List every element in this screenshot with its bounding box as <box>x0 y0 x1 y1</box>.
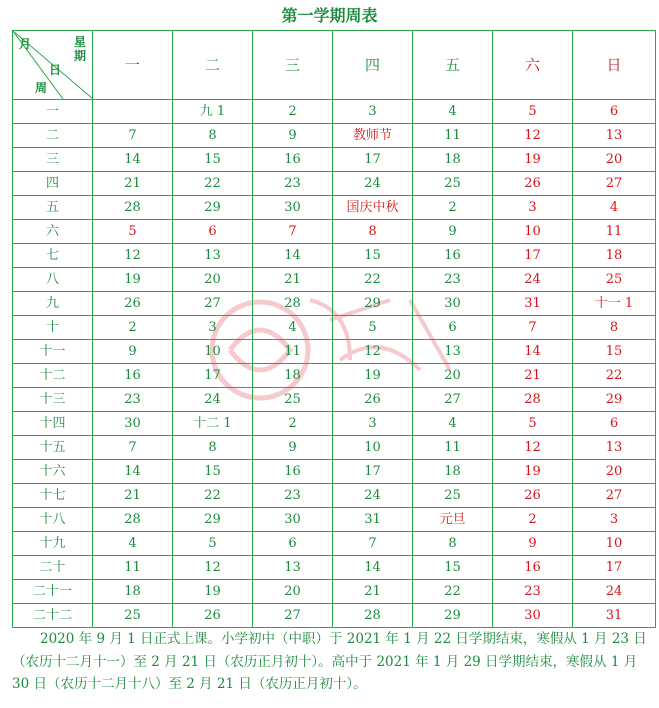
day-cell: 12 <box>93 244 173 268</box>
table-row <box>13 292 656 316</box>
weekday-header: 五 <box>413 31 493 100</box>
day-cell: 20 <box>413 364 493 388</box>
day-cell: 10 <box>173 340 253 364</box>
day-cell: 31 <box>493 292 573 316</box>
week-number-cell: 四 <box>13 172 93 196</box>
day-cell: 28 <box>253 292 333 316</box>
day-cell: 18 <box>413 148 493 172</box>
day-cell: 12 <box>493 436 573 460</box>
day-cell: 17 <box>173 364 253 388</box>
day-cell: 23 <box>493 580 573 604</box>
day-cell: 31 <box>573 604 656 628</box>
day-cell: 7 <box>333 532 413 556</box>
day-cell: 16 <box>93 364 173 388</box>
day-cell: 九 1 <box>173 100 253 124</box>
week-number-cell: 二 <box>13 124 93 148</box>
day-cell: 26 <box>93 292 173 316</box>
day-cell: 17 <box>333 460 413 484</box>
day-cell: 18 <box>573 244 656 268</box>
day-cell: 2 <box>493 508 573 532</box>
day-cell: 23 <box>413 268 493 292</box>
day-cell: 9 <box>253 436 333 460</box>
day-cell: 18 <box>413 460 493 484</box>
week-number-cell: 十八 <box>13 508 93 532</box>
day-cell: 2 <box>413 196 493 220</box>
day-cell: 15 <box>573 340 656 364</box>
corner-month: 月 <box>19 37 32 51</box>
table-row <box>13 412 656 436</box>
day-cell: 5 <box>493 412 573 436</box>
day-cell: 13 <box>173 244 253 268</box>
weekday-header: 日 <box>573 31 656 100</box>
week-number-cell: 十一 <box>13 340 93 364</box>
week-number-cell: 二十 <box>13 556 93 580</box>
table-row <box>13 172 656 196</box>
week-number-cell: 八 <box>13 268 93 292</box>
table-row <box>13 196 656 220</box>
table-row <box>13 460 656 484</box>
day-cell: 19 <box>493 148 573 172</box>
week-number-cell: 十四 <box>13 412 93 436</box>
day-cell: 9 <box>253 124 333 148</box>
day-cell: 19 <box>173 580 253 604</box>
day-cell: 8 <box>333 220 413 244</box>
table-row <box>13 148 656 172</box>
day-cell: 8 <box>573 316 656 340</box>
day-cell: 24 <box>573 580 656 604</box>
day-cell: 6 <box>573 412 656 436</box>
table-row <box>13 388 656 412</box>
day-cell: 国庆中秋 <box>333 196 413 220</box>
day-cell: 7 <box>93 124 173 148</box>
day-cell: 元旦 <box>413 508 493 532</box>
day-cell: 5 <box>93 220 173 244</box>
day-cell: 21 <box>493 364 573 388</box>
day-cell: 12 <box>333 340 413 364</box>
day-cell: 13 <box>573 436 656 460</box>
day-cell: 4 <box>253 316 333 340</box>
day-cell: 28 <box>333 604 413 628</box>
day-cell: 19 <box>93 268 173 292</box>
day-cell: 4 <box>413 100 493 124</box>
day-cell: 6 <box>253 532 333 556</box>
day-cell: 28 <box>493 388 573 412</box>
day-cell: 25 <box>413 172 493 196</box>
day-cell: 28 <box>93 196 173 220</box>
semester-note: 2020 年 9 月 1 日正式上课。小学初中（中职）于 2021 年 1 月 22 日学期结束，寒假从 1 月 23 日（农历十二月十一）至 2 月 21 日（农历正月初十）。高中于 2021 年 1 月 29 日学期结束，寒假从 1 月 30 日（农历十二月十八）至 2 月 21 日（农历正月初十）。 <box>12 631 647 692</box>
day-cell: 17 <box>333 148 413 172</box>
day-cell: 26 <box>173 604 253 628</box>
day-cell: 14 <box>93 460 173 484</box>
table-row <box>13 364 656 388</box>
day-cell: 12 <box>173 556 253 580</box>
day-cell: 10 <box>333 436 413 460</box>
table-row <box>13 268 656 292</box>
table-row <box>13 532 656 556</box>
day-cell: 29 <box>173 196 253 220</box>
day-cell: 30 <box>493 604 573 628</box>
day-cell: 23 <box>253 484 333 508</box>
day-cell: 22 <box>333 268 413 292</box>
table-row <box>13 340 656 364</box>
week-number-cell: 十五 <box>13 436 93 460</box>
table-row <box>13 436 656 460</box>
day-cell: 27 <box>413 388 493 412</box>
table-row <box>13 604 656 628</box>
day-cell: 11 <box>413 436 493 460</box>
day-cell: 24 <box>493 268 573 292</box>
day-cell: 18 <box>253 364 333 388</box>
day-cell: 2 <box>93 316 173 340</box>
day-cell: 27 <box>573 172 656 196</box>
corner-week: 周 <box>35 81 48 95</box>
corner-day: 日 <box>49 63 62 77</box>
day-cell: 4 <box>573 196 656 220</box>
day-cell: 23 <box>253 172 333 196</box>
day-cell: 10 <box>573 532 656 556</box>
table-row <box>13 580 656 604</box>
day-cell: 22 <box>173 172 253 196</box>
day-cell: 22 <box>413 580 493 604</box>
week-number-cell: 七 <box>13 244 93 268</box>
day-cell: 16 <box>493 556 573 580</box>
day-cell: 17 <box>573 556 656 580</box>
day-cell: 20 <box>173 268 253 292</box>
day-cell: 21 <box>93 484 173 508</box>
day-cell: 24 <box>173 388 253 412</box>
week-number-cell: 十六 <box>13 460 93 484</box>
day-cell: 15 <box>173 148 253 172</box>
day-cell: 5 <box>173 532 253 556</box>
day-cell: 教师节 <box>333 124 413 148</box>
day-cell: 31 <box>333 508 413 532</box>
day-cell: 27 <box>253 604 333 628</box>
day-cell: 24 <box>333 484 413 508</box>
day-cell: 4 <box>93 532 173 556</box>
day-cell: 21 <box>93 172 173 196</box>
week-number-cell: 十七 <box>13 484 93 508</box>
day-cell: 6 <box>173 220 253 244</box>
day-cell: 7 <box>253 220 333 244</box>
day-cell: 27 <box>573 484 656 508</box>
day-cell: 3 <box>333 100 413 124</box>
table-row <box>13 244 656 268</box>
day-cell: 30 <box>253 196 333 220</box>
table-row <box>13 556 656 580</box>
table-row <box>13 220 656 244</box>
day-cell: 13 <box>573 124 656 148</box>
page-title: 第一学期周表 <box>281 6 378 25</box>
day-cell: 6 <box>573 100 656 124</box>
day-cell: 11 <box>93 556 173 580</box>
week-number-cell: 九 <box>13 292 93 316</box>
day-cell: 20 <box>573 460 656 484</box>
day-cell: 15 <box>173 460 253 484</box>
day-cell: 16 <box>253 148 333 172</box>
day-cell: 3 <box>493 196 573 220</box>
day-cell: 20 <box>573 148 656 172</box>
day-cell: 十一 1 <box>573 292 656 316</box>
day-cell: 11 <box>253 340 333 364</box>
day-cell: 26 <box>493 484 573 508</box>
day-cell: 28 <box>93 508 173 532</box>
day-cell: 24 <box>333 172 413 196</box>
day-cell: 30 <box>253 508 333 532</box>
day-cell: 22 <box>573 364 656 388</box>
day-cell: 8 <box>173 124 253 148</box>
day-cell: 14 <box>93 148 173 172</box>
table-row <box>13 316 656 340</box>
day-cell: 9 <box>413 220 493 244</box>
day-cell: 30 <box>413 292 493 316</box>
day-cell: 5 <box>333 316 413 340</box>
day-cell: 11 <box>413 124 493 148</box>
day-cell: 30 <box>93 412 173 436</box>
day-cell: 22 <box>173 484 253 508</box>
day-cell: 13 <box>253 556 333 580</box>
week-number-cell: 三 <box>13 148 93 172</box>
day-cell: 26 <box>333 388 413 412</box>
day-cell: 14 <box>333 556 413 580</box>
day-cell: 3 <box>333 412 413 436</box>
day-cell: 5 <box>493 100 573 124</box>
day-cell: 29 <box>413 604 493 628</box>
day-cell: 7 <box>493 316 573 340</box>
day-cell: 29 <box>173 508 253 532</box>
week-number-cell: 一 <box>13 100 93 124</box>
day-cell: 2 <box>253 100 333 124</box>
day-cell: 15 <box>413 556 493 580</box>
day-cell: 4 <box>413 412 493 436</box>
day-cell: 2 <box>253 412 333 436</box>
day-cell: 21 <box>253 268 333 292</box>
weekday-header: 四 <box>333 31 413 100</box>
week-number-cell: 十 <box>13 316 93 340</box>
week-number-cell: 十三 <box>13 388 93 412</box>
week-number-cell: 十二 <box>13 364 93 388</box>
day-cell: 3 <box>173 316 253 340</box>
day-cell: 21 <box>333 580 413 604</box>
day-cell: 3 <box>573 508 656 532</box>
week-number-cell: 六 <box>13 220 93 244</box>
day-cell: 7 <box>93 436 173 460</box>
day-cell: 8 <box>413 532 493 556</box>
corner-xingqi: 星 期 <box>73 35 86 63</box>
day-cell: 25 <box>253 388 333 412</box>
day-cell: 19 <box>493 460 573 484</box>
week-number-cell: 二十一 <box>13 580 93 604</box>
day-cell: 8 <box>173 436 253 460</box>
day-cell: 29 <box>573 388 656 412</box>
day-cell: 6 <box>413 316 493 340</box>
day-cell: 25 <box>413 484 493 508</box>
day-cell <box>93 100 173 124</box>
day-cell: 15 <box>333 244 413 268</box>
header-row <box>13 31 656 100</box>
day-cell: 23 <box>93 388 173 412</box>
weekday-header: 二 <box>173 31 253 100</box>
day-cell: 12 <box>493 124 573 148</box>
day-cell: 29 <box>333 292 413 316</box>
calendar-table <box>12 30 656 628</box>
day-cell: 25 <box>93 604 173 628</box>
corner-header <box>13 31 93 100</box>
day-cell: 13 <box>413 340 493 364</box>
weekday-header: 一 <box>93 31 173 100</box>
table-row <box>13 484 656 508</box>
table-row <box>13 124 656 148</box>
day-cell: 10 <box>493 220 573 244</box>
week-number-cell: 十九 <box>13 532 93 556</box>
day-cell: 14 <box>253 244 333 268</box>
day-cell: 19 <box>333 364 413 388</box>
day-cell: 14 <box>493 340 573 364</box>
day-cell: 27 <box>173 292 253 316</box>
day-cell: 11 <box>573 220 656 244</box>
week-number-cell: 五 <box>13 196 93 220</box>
day-cell: 9 <box>93 340 173 364</box>
day-cell: 25 <box>573 268 656 292</box>
weekday-header: 六 <box>493 31 573 100</box>
day-cell: 十二 1 <box>173 412 253 436</box>
day-cell: 18 <box>93 580 173 604</box>
day-cell: 9 <box>493 532 573 556</box>
weekday-header: 三 <box>253 31 333 100</box>
day-cell: 20 <box>253 580 333 604</box>
day-cell: 16 <box>413 244 493 268</box>
week-number-cell: 二十二 <box>13 604 93 628</box>
day-cell: 26 <box>493 172 573 196</box>
table-row <box>13 508 656 532</box>
table-row <box>13 100 656 124</box>
day-cell: 16 <box>253 460 333 484</box>
day-cell: 17 <box>493 244 573 268</box>
